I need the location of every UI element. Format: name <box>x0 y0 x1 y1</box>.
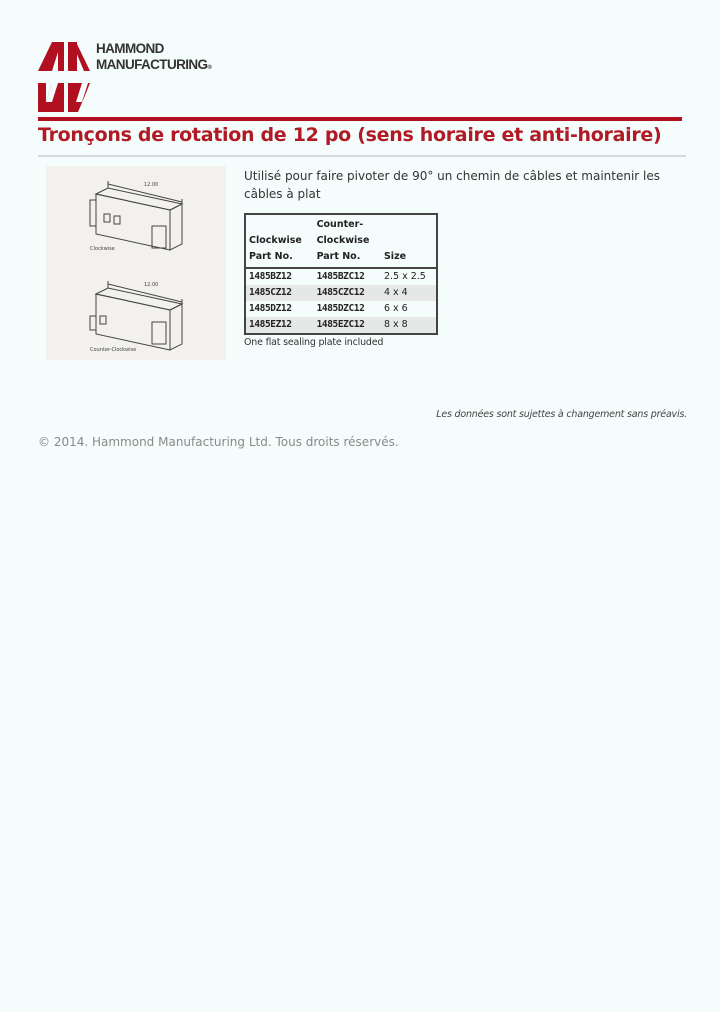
caption-counter-clockwise: Counter-Clockwise <box>90 347 137 353</box>
product-drawing-svg <box>46 166 226 360</box>
brand-line-2: MANUFACTURING® <box>96 57 212 72</box>
table-row <box>245 301 437 317</box>
registered-mark: ® <box>207 65 212 71</box>
table-note: One flat sealing plate included <box>244 337 384 348</box>
size-value: 6 x 6 <box>383 303 408 314</box>
size-value: 2.5 x 2.5 <box>383 271 426 282</box>
size-value: 4 x 4 <box>381 285 437 301</box>
dimension-label-bottom: 12.00 <box>144 282 159 288</box>
header-counter-clockwise: Counter- Clockwise Part No. <box>314 214 381 268</box>
header-size: Size <box>381 214 437 268</box>
clockwise-part-number: 1485BZ12 <box>249 271 292 282</box>
title-divider <box>38 155 686 157</box>
size-value: 8 x 8 <box>381 317 437 334</box>
dimension-label-top: 12.00 <box>144 182 159 188</box>
disclaimer: Les données sont sujettes à changement sans préavis. <box>436 409 687 420</box>
copyright: © 2014. Hammond Manufacturing Ltd. Tous droits réservés. <box>38 435 399 449</box>
clockwise-part-number: 1485CZ12 <box>245 285 314 301</box>
counter-clockwise-part-number: 1485EZC12 <box>314 317 381 334</box>
counter-clockwise-part-number: 1485DZC12 <box>316 303 365 314</box>
clockwise-part-number: 1485DZ12 <box>249 303 292 314</box>
brand-line-1: HAMMOND <box>96 41 164 56</box>
brand-name <box>96 41 211 76</box>
clockwise-part-number: 1485EZ12 <box>245 317 314 334</box>
table-row <box>245 268 437 285</box>
counter-clockwise-part-number: 1485BZC12 <box>316 271 365 282</box>
header-clockwise: Clockwise Part No. <box>245 214 314 268</box>
parts-table <box>244 213 438 335</box>
table-row <box>245 317 437 334</box>
product-description: Utilisé pour faire pivoter de 90° un chemin de câbles et maintenir les câbles à plat <box>244 169 661 201</box>
page-title: Tronçons de rotation de 12 po (sens horaire et anti-horaire) <box>38 124 662 146</box>
table-row <box>245 285 437 301</box>
hammond-logo-icon <box>38 40 90 112</box>
table-header-row <box>245 214 437 268</box>
hammond-logo <box>38 40 238 114</box>
header-red-rule <box>38 117 682 121</box>
caption-clockwise: Clockwise <box>90 246 115 252</box>
counter-clockwise-part-number: 1485CZC12 <box>314 285 381 301</box>
product-drawing <box>46 166 226 360</box>
